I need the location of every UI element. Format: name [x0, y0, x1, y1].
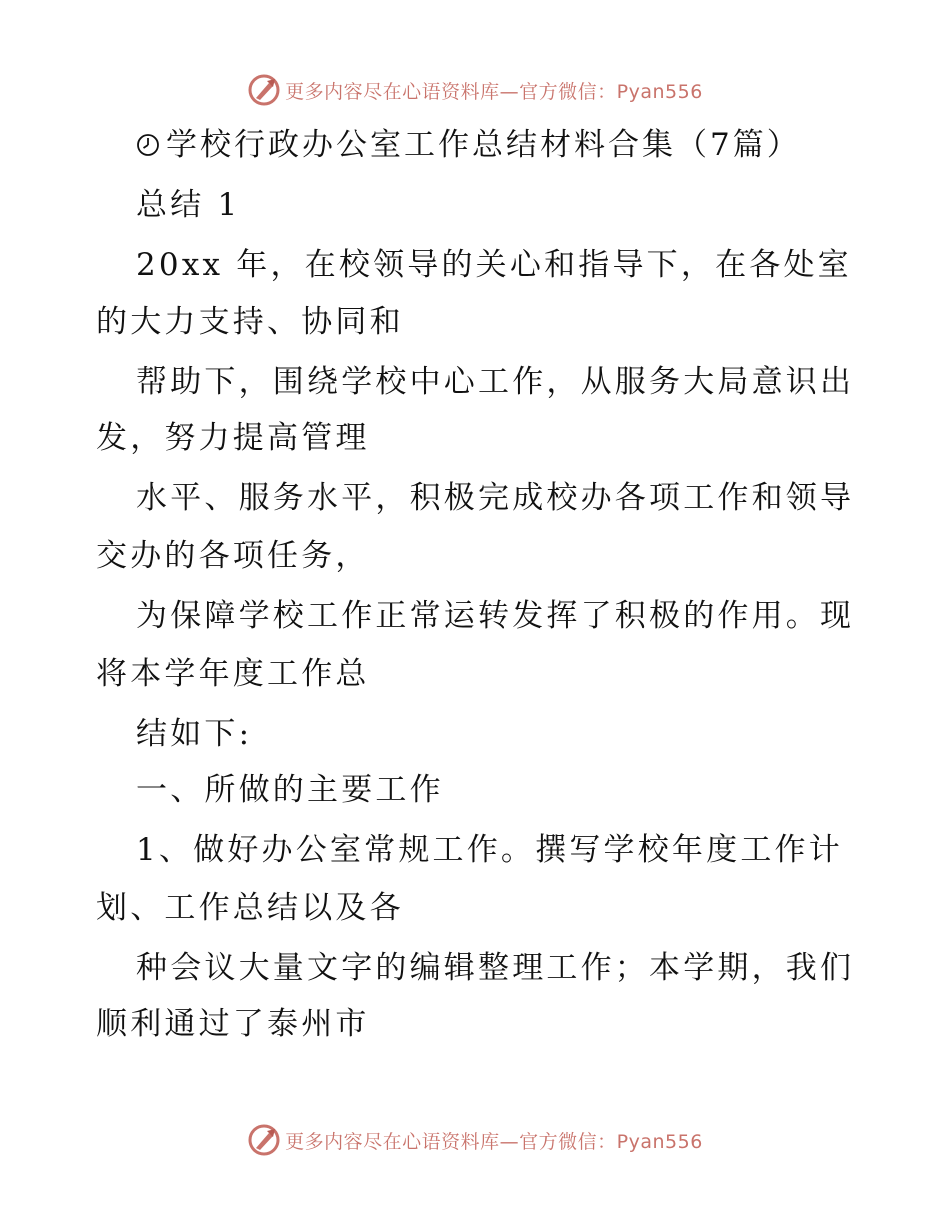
watermark-text: 更多内容尽在心语资料库—官方微信：Pyan556	[285, 1130, 703, 1153]
paragraph-line: 交办的各项任务，	[96, 538, 370, 574]
header-watermark	[0, 70, 950, 110]
paragraph-line: 水平、服务水平，积极完成校办各项工作和领导	[136, 480, 855, 516]
paragraph-line: 种会议大量文字的编辑整理工作；本学期，我们	[136, 950, 855, 986]
document-title	[136, 125, 801, 165]
paragraph-line: 结如下:	[136, 716, 253, 752]
paragraph-line: 的大力支持、协同和	[96, 304, 404, 340]
paragraph-line: 为保障学校工作正常运转发挥了积极的作用。现	[136, 598, 855, 634]
paragraph-line: 划、工作总结以及各	[96, 890, 404, 926]
footer-watermark	[0, 1120, 950, 1160]
pen-logo-icon	[247, 1123, 281, 1157]
clock-icon	[136, 133, 160, 157]
pen-logo-icon	[247, 73, 281, 107]
paragraph-line: 20xx 年，在校领导的关心和指导下，在各处室	[136, 247, 852, 283]
paragraph-line: 帮助下，围绕学校中心工作，从服务大局意识出	[136, 364, 855, 400]
paragraph-line: 将本学年度工作总	[96, 656, 370, 692]
paragraph-line: 顺利通过了泰州市	[96, 1006, 370, 1042]
section-heading: 总结 1	[136, 187, 241, 223]
paragraph-line: 1、做好办公室常规工作。撰写学校年度工作计	[136, 832, 843, 868]
subheading: 一、所做的主要工作	[136, 772, 444, 808]
title-text: 学校行政办公室工作总结材料合集（7篇）	[166, 127, 801, 163]
paragraph-line: 发，努力提高管理	[96, 420, 370, 456]
watermark-text: 更多内容尽在心语资料库—官方微信：Pyan556	[285, 80, 703, 103]
